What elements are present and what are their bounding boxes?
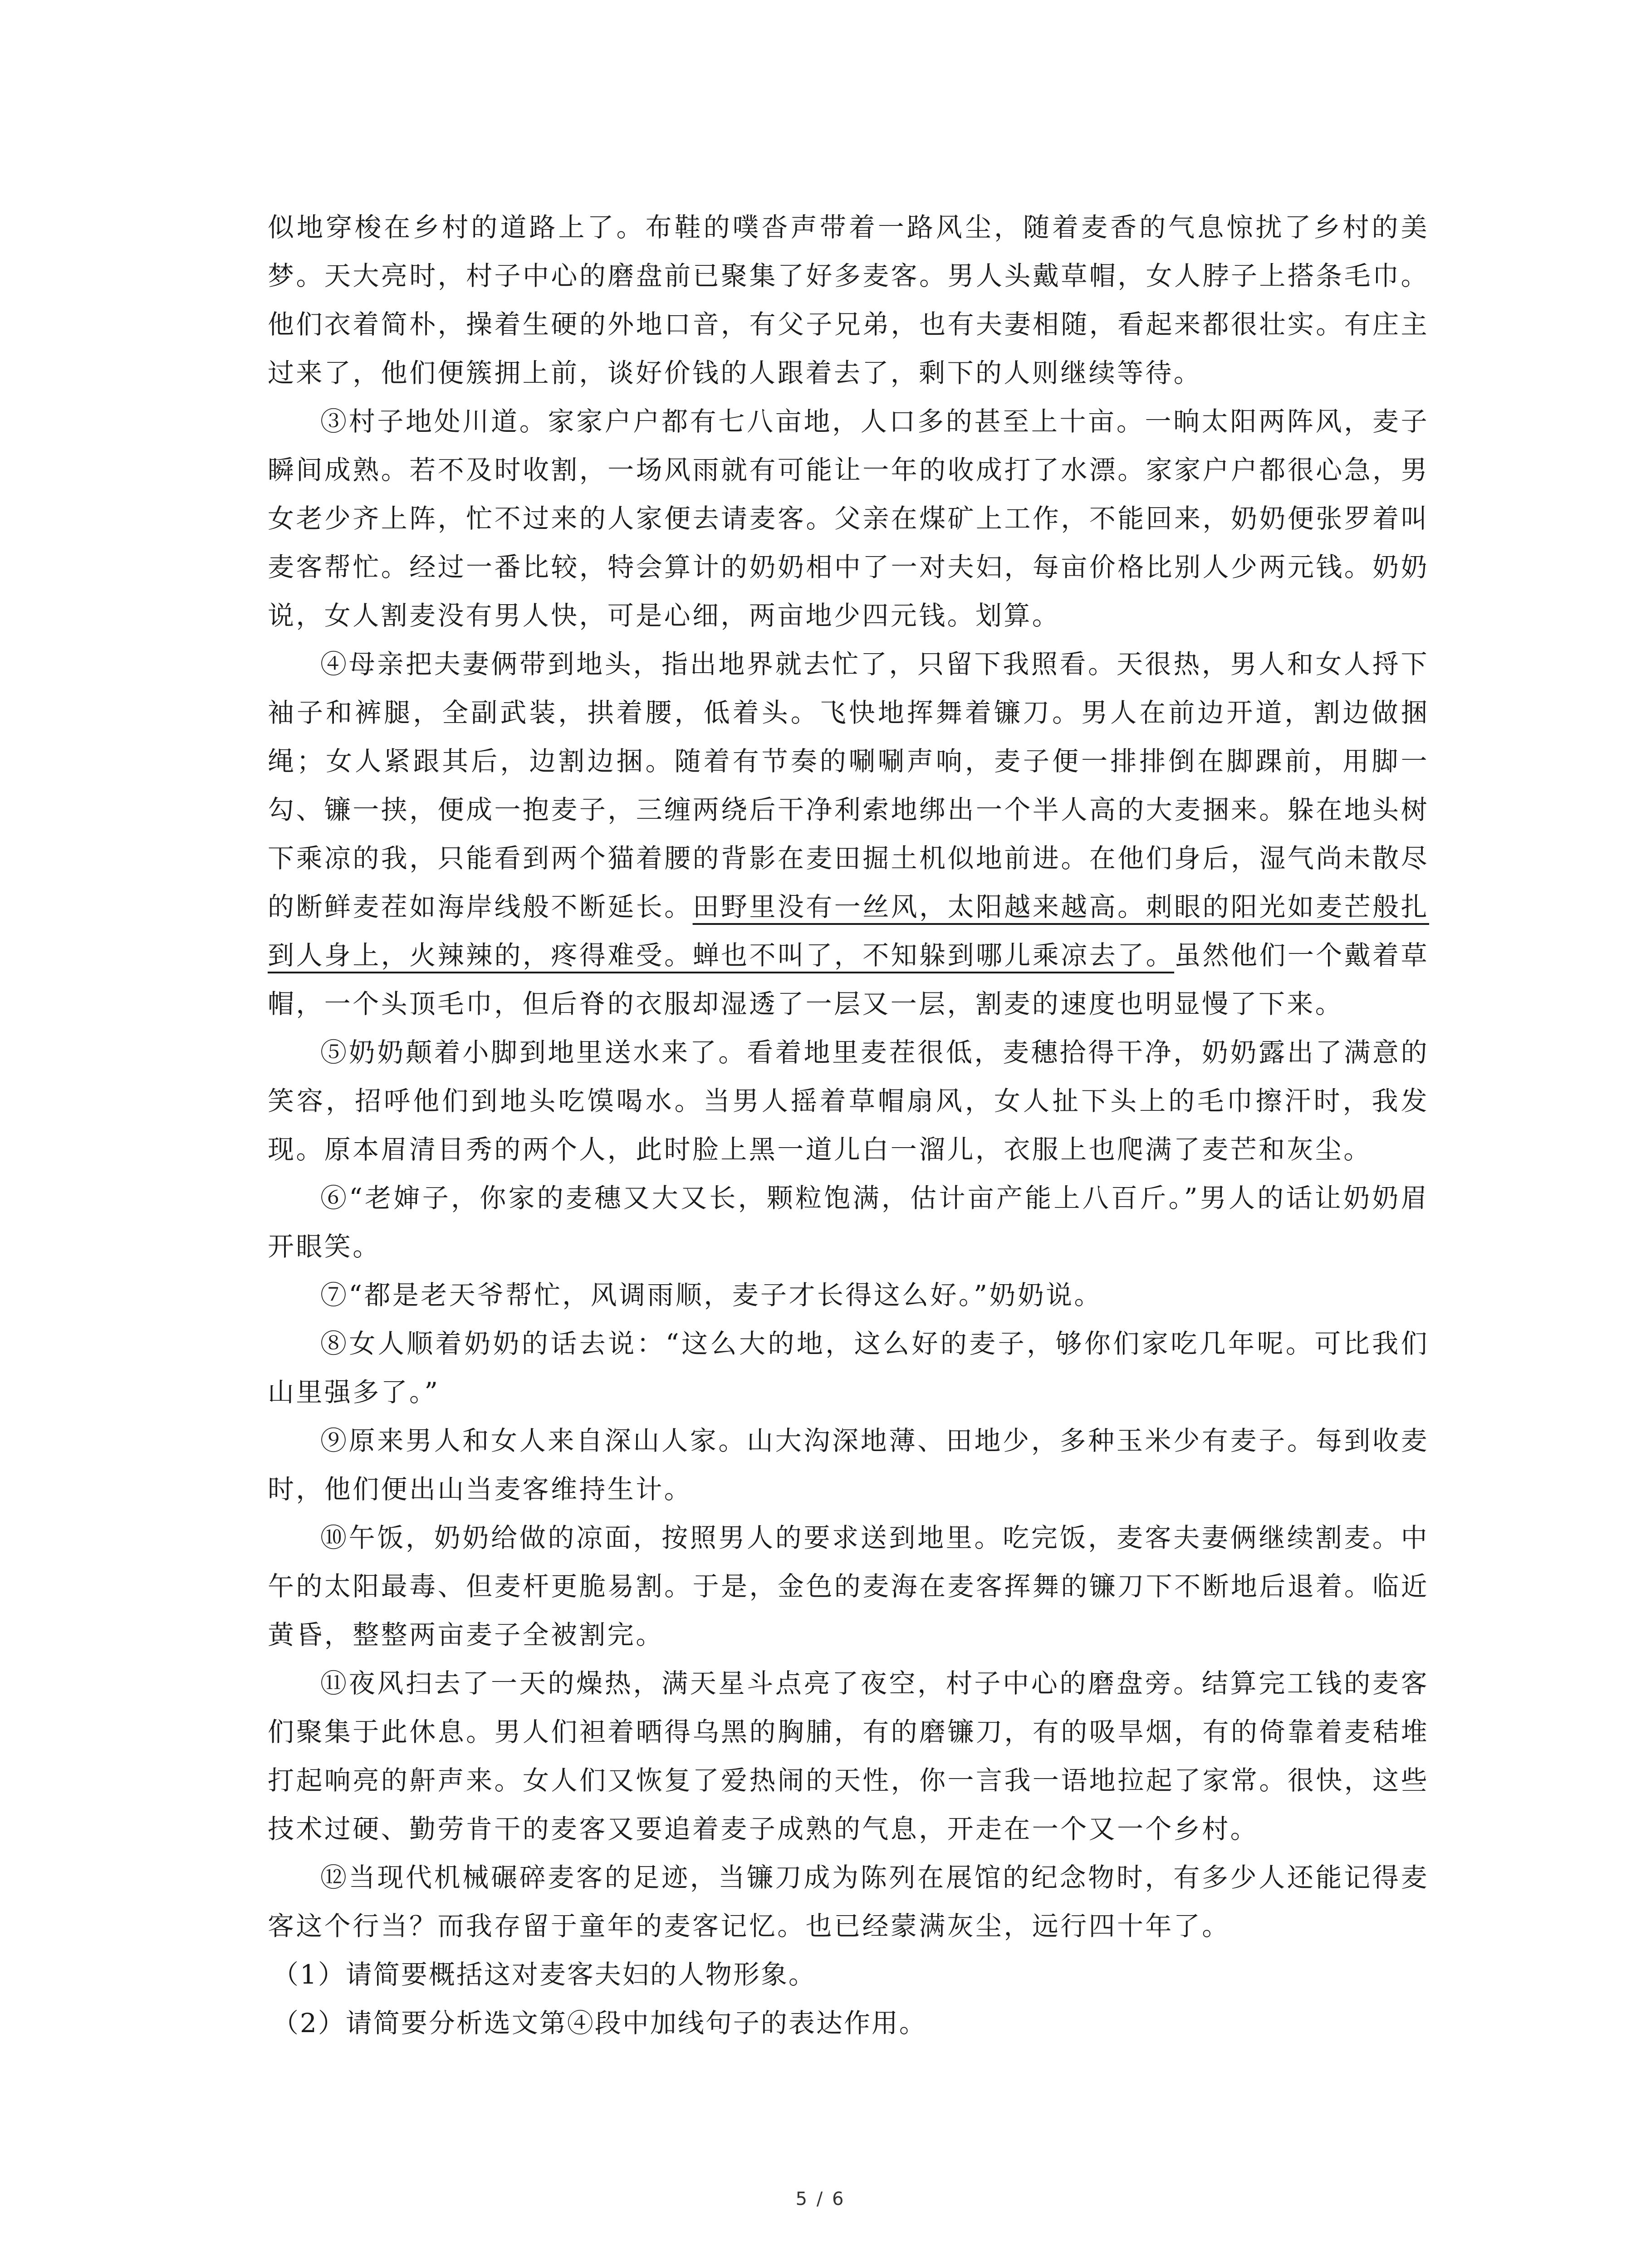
underlined-sentence: 田野里没有一丝风，太阳越来越高。刺眼的阳光如麦芒般扎到人身上，火辣辣的，疼得难受。蝉也不叫了，不知躲到哪儿乘凉去了。 [268, 891, 1429, 971]
paragraph-5: ⑤奶奶颠着小脚到地里送水来了。看着地里麦茬很低，麦穗拾得干净，奶奶露出了满意的笑容，招呼他们到地头吃馍喝水。当男人摇着草帽扇风，女人扯下头上的毛巾擦汗时，我发现。原本眉清目秀的两个人，此时脸上黑一道儿白一溜儿，衣服上也爬满了麦芒和灰尘。 [268, 1037, 1429, 1165]
paragraph-10: ⑩午饭，奶奶给做的凉面，按照男人的要求送到地里。吃完饭，麦客夫妻俩继续割麦。中午的太阳最毒、但麦杆更脆易割。于是，金色的麦海在麦客挥舞的镰刀下不断地后退着。临近黄昏，整整两亩麦子全被割完。 [268, 1522, 1429, 1650]
paragraph-11: ⑪夜风扫去了一天的燥热，满天星斗点亮了夜空，村子中心的磨盘旁。结算完工钱的麦客们聚集于此休息。男人们袒着晒得乌黑的胸脯，有的磨镰刀，有的吸旱烟，有的倚靠着麦秸堆打起响亮的鼾声来。女人们又恢复了爱热闹的天性，你一言我一语地拉起了家常。很快，这些技术过硬、勤劳肯干的麦客又要追着麦子成熟的气息，开走在一个又一个乡村。 [268, 1668, 1429, 1844]
page-number: 5 / 6 [795, 2189, 846, 2209]
paragraph-12: ⑫当现代机械碾碎麦客的足迹，当镰刀成为陈列在展馆的纪念物时，有多少人还能记得麦客这个行当？而我存留于童年的麦客记忆。也已经蒙满灰尘，远行四十年了。 [268, 1862, 1429, 1941]
question-1: （1）请简要概括这对麦客夫妇的人物形象。 [272, 1959, 816, 1990]
paragraph-9: ⑨原来男人和女人来自深山人家。山大沟深地薄、田地少，多种玉米少有麦子。每到收麦时，他们便出山当麦客维持生计。 [268, 1425, 1429, 1505]
paragraph-3: ③村子地处川道。家家户户都有七八亩地，人口多的甚至上十亩。一晌太阳两阵风，麦子瞬间成熟。若不及时收割，一场风雨就有可能让一年的收成打了水漂。家家户户都很心急，男女老少齐上阵，忙不过来的人家便去请麦客。父亲在煤矿上工作，不能回来，奶奶便张罗着叫麦客帮忙。经过一番比较，特会算计的奶奶相中了一对夫妇，每亩价格比别人少两元钱。奶奶说，女人割麦没有男人快，可是心细，两亩地少四元钱。划算。 [268, 406, 1429, 631]
paragraph-4-after: 虽然他们一个戴着草帽，一个头顶毛巾，但后脊的衣服却湿透了一层又一层，割麦的速度也明显慢了下来。 [268, 940, 1429, 1019]
question-2: （2）请简要分析选文第④段中加线句子的表达作用。 [272, 2008, 927, 2038]
paragraph-6: ⑥“老婶子，你家的麦穗又大又长，颗粒饱满，估计亩产能上八百斤。”男人的话让奶奶眉开眼笑。 [268, 1183, 1429, 1262]
paragraph-4 [268, 640, 1429, 1028]
paragraph-8: ⑧女人顺着奶奶的话去说：“这么大的地，这么好的麦子，够你们家吃几年呢。可比我们山里强多了。” [268, 1328, 1429, 1408]
paragraph-2-continuation: 似地穿梭在乡村的道路上了。布鞋的噗沓声带着一路风尘，随着麦香的气息惊扰了乡村的美梦。天大亮时，村子中心的磨盘前已聚集了好多麦客。男人头戴草帽，女人脖子上搭条毛巾。他们衣着简朴，操着生硬的外地口音，有父子兄弟，也有夫妻相随，看起来都很壮实。有庄主过来了，他们便簇拥上前，谈好价钱的人跟着去了，剩下的人则继续等待。 [268, 212, 1429, 388]
paragraph-4-before: ④母亲把夫妻俩带到地头，指出地界就去忙了，只留下我照看。天很热，男人和女人捋下袖子和裤腿，全副武装，拱着腰，低着头。飞快地挥舞着镰刀。男人在前边开道，割边做捆绳；女人紧跟其后，边割边捆。随着有节奏的唰唰声响，麦子便一排排倒在脚踝前，用脚一勾、镰一挟，便成一抱麦子，三缠两绕后干净利索地绑出一个半人高的大麦捆来。躲在地头树下乘凉的我，只能看到两个猫着腰的背影在麦田掘土机似地前进。在他们身后，湿气尚未散尽的断鲜麦茬如海岸线般不断延长。 [268, 649, 1429, 922]
paragraph-7: ⑦“都是老天爷帮忙，风调雨顺，麦子才长得这么好。”奶奶说。 [320, 1280, 1102, 1310]
document-body [268, 203, 1429, 2048]
